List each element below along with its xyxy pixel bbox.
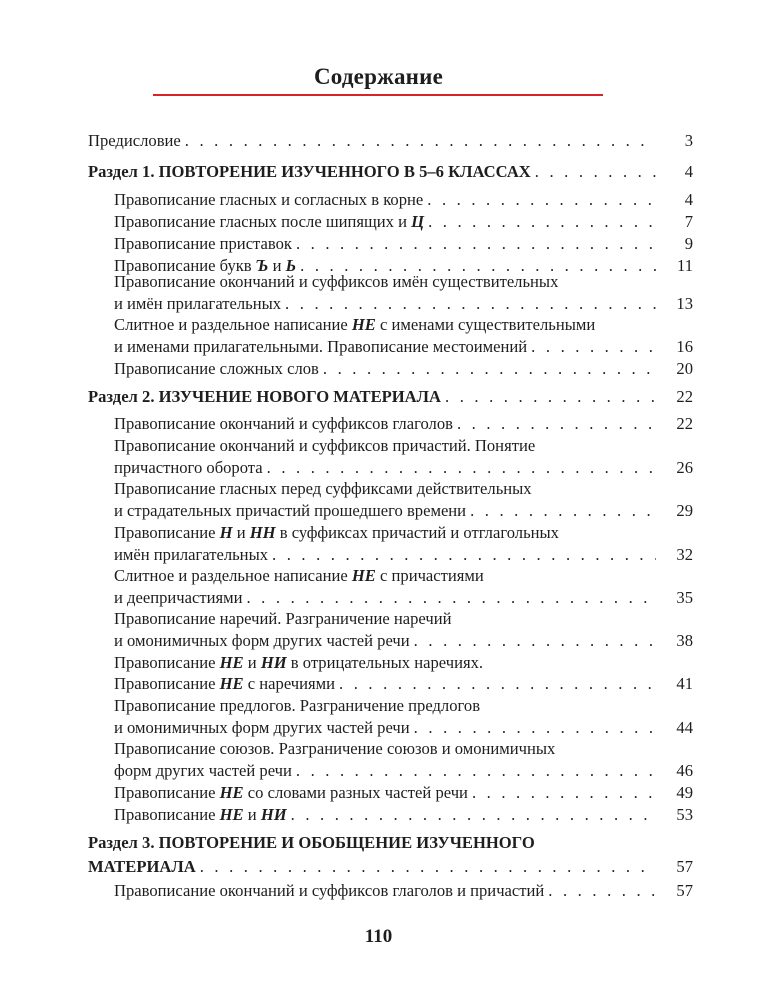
toc-page-number: 3 <box>684 131 693 150</box>
toc-entry-title: Правописание окончаний и суффиксов глаголов и причастий <box>114 881 545 900</box>
toc-entry-title: Правописание НЕ со словами разных частей речи <box>114 783 468 802</box>
toc-entry[interactable] <box>114 413 693 435</box>
toc-section-title: МАТЕРИАЛА <box>88 857 196 876</box>
toc-page-number: 35 <box>676 588 693 607</box>
toc-entry-line: Правописание союзов. Разграничение союзов и омонимичных <box>114 739 556 758</box>
toc-page-number: 26 <box>676 458 693 477</box>
leader-dots <box>185 130 656 152</box>
toc-page-number: 29 <box>676 501 693 520</box>
leader-dots <box>535 161 656 183</box>
toc-entry[interactable] <box>114 233 693 255</box>
leader-dots <box>267 457 656 479</box>
toc-page-number: 41 <box>676 674 693 693</box>
toc-entry[interactable] <box>114 544 693 566</box>
toc-entry[interactable] <box>114 293 693 315</box>
toc-page-number: 7 <box>684 212 693 231</box>
toc-entry-line: Слитное и раздельное написание НЕ с именами существительными <box>114 315 596 334</box>
leader-dots <box>548 880 656 902</box>
toc-page-number: 44 <box>676 718 693 737</box>
leader-dots <box>414 630 656 652</box>
toc-entry[interactable] <box>114 782 693 804</box>
toc-section-title: Раздел 2. ИЗУЧЕНИЕ НОВОГО МАТЕРИАЛА <box>88 387 442 406</box>
toc-entry-title: форм других частей речи <box>114 761 292 780</box>
toc-entry-title: и имён прилагательных <box>114 294 282 313</box>
toc-entry-title: Правописание НЕ с наречиями <box>114 674 336 693</box>
leader-dots <box>339 673 656 695</box>
toc-entry[interactable] <box>114 717 693 739</box>
leader-dots <box>246 587 656 609</box>
leader-dots <box>470 500 656 522</box>
toc-page-number: 46 <box>676 761 693 780</box>
toc-entry[interactable] <box>114 189 693 211</box>
leader-dots <box>414 717 656 739</box>
toc-entry-title: Правописание окончаний и суффиксов глаголов <box>114 414 453 433</box>
toc-page-number: 11 <box>677 256 693 275</box>
toc-page-number: 20 <box>676 359 693 378</box>
toc-page-number: 22 <box>676 414 693 433</box>
toc-page-number: 38 <box>676 631 693 650</box>
toc-entry-title: и именами прилагательными. Правописание местоимений <box>114 337 528 356</box>
toc-entry-title: и омонимичных форм других частей речи <box>114 631 410 650</box>
toc-page-number: 57 <box>676 857 693 876</box>
toc-entry-preface[interactable] <box>88 130 693 152</box>
toc-entry[interactable] <box>114 587 693 609</box>
toc-page-number: 9 <box>684 234 693 253</box>
page-title: Содержание <box>314 64 443 89</box>
toc-entry[interactable] <box>114 211 693 233</box>
toc-entry-title: Правописание гласных и согласных в корне <box>114 190 424 209</box>
toc-entry-line: Правописание окончаний и суффиксов причастий. Понятие <box>114 436 536 455</box>
toc-entry-line: Правописание окончаний и суффиксов имён существительных <box>114 272 559 291</box>
toc-entry-line: Правописание предлогов. Разграничение предлогов <box>114 696 481 715</box>
toc-entry[interactable] <box>114 673 693 695</box>
toc-entry-line: Правописание наречий. Разграничение наречий <box>114 609 452 628</box>
toc-entry[interactable] <box>114 804 693 826</box>
leader-dots <box>531 336 656 358</box>
toc-entry-title: Правописание сложных слов <box>114 359 319 378</box>
toc-entry-title: имён прилагательных <box>114 545 269 564</box>
leader-dots <box>285 293 656 315</box>
toc-entry-title: и омонимичных форм других частей речи <box>114 718 410 737</box>
toc-entry-title: Правописание гласных после шипящих и Ц <box>114 212 425 231</box>
toc-entry[interactable] <box>114 457 693 479</box>
toc-entry[interactable] <box>114 358 693 380</box>
toc-entry-title: Предисловие <box>88 131 181 150</box>
toc-entry[interactable] <box>114 760 693 782</box>
toc-entry-line: Правописание гласных перед суффиксами действительных <box>114 479 532 498</box>
leader-dots <box>272 544 656 566</box>
toc-entry[interactable] <box>114 336 693 358</box>
leader-dots <box>323 358 656 380</box>
toc-page-number: 53 <box>676 805 693 824</box>
leader-dots <box>296 760 656 782</box>
toc-page-number: 16 <box>676 337 693 356</box>
title-underline <box>153 94 603 96</box>
toc-section-3[interactable] <box>88 856 693 878</box>
toc-page-number: 49 <box>676 783 693 802</box>
toc-page-number: 57 <box>676 881 693 900</box>
toc-entry-line: Правописание НЕ и НИ в отрицательных наречиях. <box>114 653 484 672</box>
toc-page-number: 32 <box>676 545 693 564</box>
toc-section-2[interactable] <box>88 386 693 408</box>
toc-section-3-line: Раздел 3. ПОВТОРЕНИЕ И ОБОБЩЕНИЕ ИЗУЧЕННОГО <box>88 833 535 852</box>
leader-dots <box>427 189 656 211</box>
leader-dots <box>472 782 656 804</box>
toc-entry[interactable] <box>114 630 693 652</box>
leader-dots <box>428 211 656 233</box>
toc-section-1[interactable] <box>88 161 693 183</box>
toc-entry-line: Слитное и раздельное написание НЕ с причастиями <box>114 566 484 585</box>
toc-page-number: 4 <box>684 162 693 181</box>
toc-page-number: 22 <box>676 387 693 406</box>
toc-page-number: 13 <box>676 294 693 313</box>
toc-entry[interactable] <box>114 500 693 522</box>
toc-entry-title: и деепричастиями <box>114 588 243 607</box>
toc-entry-line: Правописание Н и НН в суффиксах причастий и отглагольных <box>114 523 559 542</box>
toc-entry-title: Правописание приставок <box>114 234 292 253</box>
toc-entry[interactable] <box>114 880 693 902</box>
toc-entry-title: причастного оборота <box>114 458 263 477</box>
leader-dots <box>200 856 656 878</box>
leader-dots <box>291 804 656 826</box>
toc-entry-title: и страдательных причастий прошедшего времени <box>114 501 467 520</box>
toc-section-title: Раздел 1. ПОВТОРЕНИЕ ИЗУЧЕННОГО В 5–6 КЛАССАХ <box>88 162 531 181</box>
toc-entry-title: Правописание букв Ъ и Ь <box>114 256 297 275</box>
page-number: 110 <box>364 926 393 947</box>
leader-dots <box>296 233 656 255</box>
leader-dots <box>445 386 656 408</box>
leader-dots <box>457 413 656 435</box>
toc-page-number: 4 <box>684 190 693 209</box>
toc-entry-title: Правописание НЕ и НИ <box>114 805 287 824</box>
